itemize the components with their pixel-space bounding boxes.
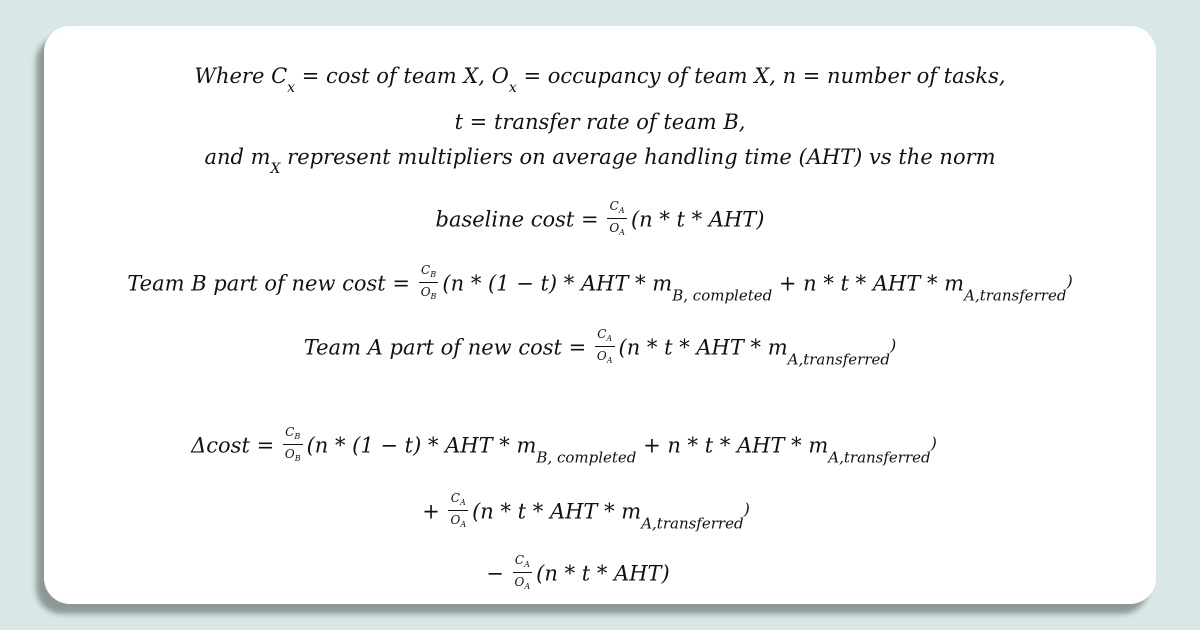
team-b-cost-equation: Team B part of new cost = $\frac{C_B}{O_B}$ (n * (1 − t) * AHT * $m_{B, completed} + n * t$ * AHT * $m_{A,transferred}$) bbox=[127, 263, 1073, 305]
delta-cost-equation-row-2: + $\frac{C_A}{O_A}$ (n * t * AHT * $m_{A,transferred}$) bbox=[422, 491, 750, 533]
team-a-cost-equation: Team A part of new cost = $\frac{C_A}{O_A}$ (n * t * AHT * $m_{A,transferred}$) bbox=[303, 327, 897, 369]
baseline-cost-equation: baseline cost = $\frac{C_A}{O_A}$ (n * t * AHT) bbox=[435, 199, 765, 238]
ca-over-oa-fraction: $\frac{C_A}{O_A}$ bbox=[514, 553, 531, 592]
definition-line-2: t = transfer rate of team B, bbox=[454, 110, 746, 134]
ca-over-oa-fraction: $\frac{C_A}{O_A}$ bbox=[450, 491, 467, 530]
delta-cost-equation-row-1: Δcost = $\frac{C_B}{O_B}$ (n * (1 − t) * AHT * $m_{B, completed} + n * t$ * AHT * $m_{A,transferred}$) bbox=[191, 425, 937, 467]
ca-over-oa-fraction: $\frac{C_A}{O_A}$ bbox=[596, 327, 613, 366]
ca-over-oa-fraction: $\frac{C_A}{O_A}$ bbox=[609, 199, 625, 238]
delta-cost-equation-row-3: − $\frac{C_A}{O_A}$ (n * t * AHT) bbox=[486, 553, 670, 592]
cb-over-ob-fraction: $\frac{C_B}{O_B}$ bbox=[284, 425, 301, 464]
definition-line-1: Where $C_x = \cos t$ of team X, $O_x$ = occupancy of team X, n = number of tasks, bbox=[194, 64, 1006, 96]
cb-over-ob-fraction: $\frac{C_B}{O_B}$ bbox=[420, 263, 437, 302]
definition-line-3: and $m_X$ represent multipliers on average handling time (AHT) vs the norm bbox=[204, 145, 996, 177]
